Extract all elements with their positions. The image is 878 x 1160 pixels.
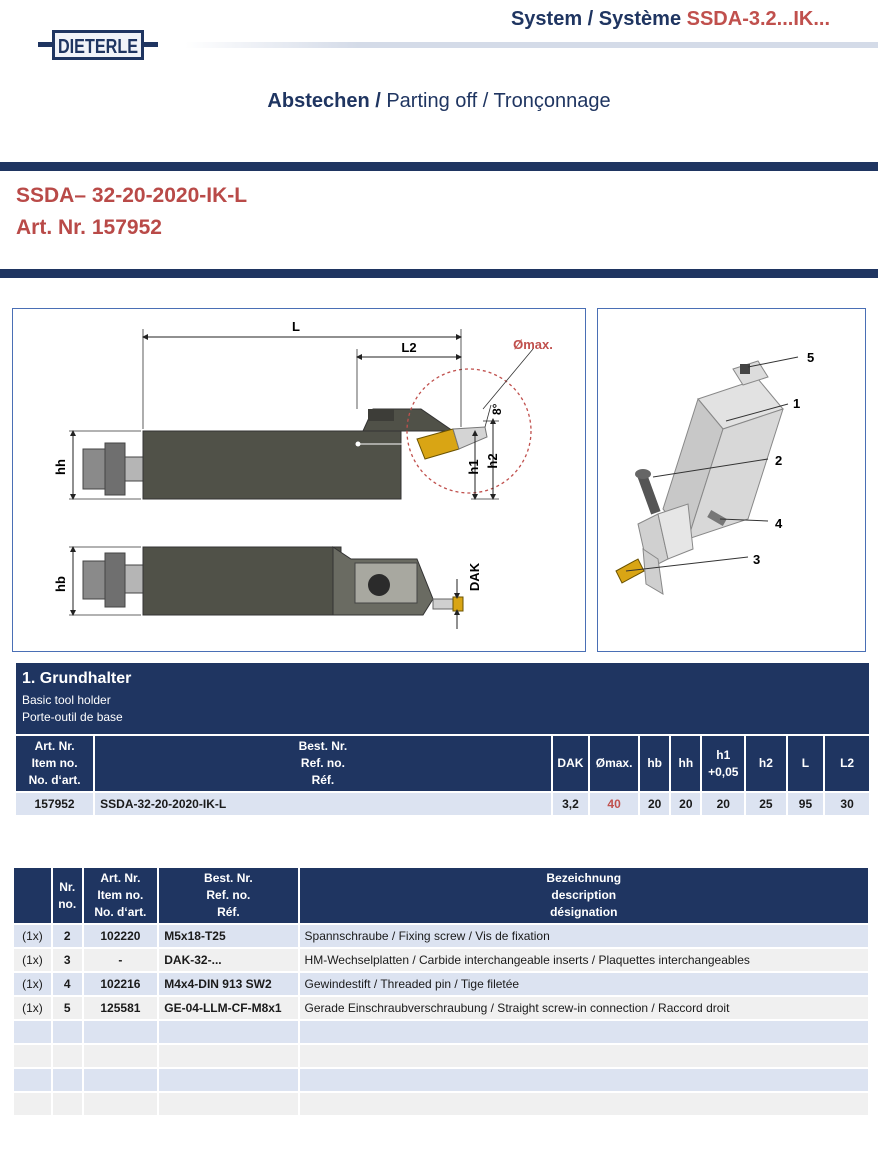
dim-h1: h1 [466,459,481,475]
cell-desc: Gewindestift / Threaded pin / Tige filetée [300,973,868,995]
col-L: L [788,736,823,791]
col-h2: h2 [746,736,786,791]
callout-2: 2 [775,453,783,468]
callout-4: 4 [775,516,783,531]
col-qty [14,868,51,923]
side-view [53,319,553,499]
parts-header-row [14,868,868,923]
cell-nr: 3 [53,949,82,971]
base-holder-header-row [16,736,869,791]
dim-hb: hb [53,576,68,592]
dim-h2: h2 [485,453,500,469]
callout-5: 5 [807,350,815,365]
system-title [511,8,830,31]
cell-ref: M5x18-T25 [159,925,297,947]
cell-art: 102216 [84,973,158,995]
cell-L: 95 [788,793,823,815]
cell-art: - [84,949,158,971]
cell-desc: Gerade Einschraubverschraubung / Straight screw-in connection / Raccord droit [300,997,868,1019]
page-subtitle [0,90,878,113]
cell-dak: 3,2 [553,793,588,815]
technical-drawing [12,308,586,652]
table-row [14,949,868,971]
cell-qty: (1x) [14,973,51,995]
empty-row [14,1045,868,1067]
col-art-nr: Art. Nr. Item no. No. d‘art. [84,868,158,923]
subtitle-bold: Abstechen / [267,90,381,112]
base-holder-sub-en: Basic tool holder [22,693,111,707]
brand-text: DIETERLE [58,36,138,58]
dim-angle: 8° [490,403,504,415]
dim-hh: hh [53,459,68,475]
callout-3: 3 [753,552,761,567]
cell-h1: 20 [702,793,744,815]
col-h1: h1 +0,05 [702,736,744,791]
cell-desc: Spannschraube / Fixing screw / Vis de fixation [300,925,868,947]
header-divider [185,42,878,48]
cell-ref: GE-04-LLM-CF-M8x1 [159,997,297,1019]
col-best-nr: Best. Nr. Ref. no. Réf. [95,736,551,791]
cell-art: 125581 [84,997,158,1019]
cell-ref: DAK-32-... [159,949,297,971]
cell-hb: 20 [640,793,669,815]
top-view [53,547,482,629]
base-holder-header [16,663,869,734]
product-code: SSDA– 32-20-2020-IK-L [16,184,248,207]
table-row [16,793,869,815]
system-code: SSDA-3.2...IK... [686,8,830,30]
base-holder-sub-fr: Porte-outil de base [22,710,123,724]
cell-best: SSDA-32-20-2020-IK-L [95,793,551,815]
base-holder-title: 1. Grundhalter [22,670,132,687]
table-row [14,925,868,947]
bottom-band [0,269,878,278]
cell-qty: (1x) [14,925,51,947]
dim-dmax: Ømax. [513,337,553,352]
col-nr: Nr. no. [53,868,82,923]
exploded-view [597,308,866,652]
empty-row [14,1069,868,1091]
col-dmax: Ømax. [590,736,638,791]
col-description: Bezeichnung description désignation [300,868,868,923]
col-hh: hh [671,736,700,791]
table-row [14,973,868,995]
cell-L2: 30 [825,793,869,815]
dim-L: L [292,319,300,334]
cell-dmax: 40 [590,793,638,815]
article-number: Art. Nr. 157952 [16,216,162,239]
cell-art: 157952 [16,793,93,815]
cell-nr: 5 [53,997,82,1019]
cell-hh: 20 [671,793,700,815]
parts-table [12,866,870,1117]
empty-row [14,1093,868,1115]
cell-nr: 2 [53,925,82,947]
cell-qty: (1x) [14,949,51,971]
system-prefix: System / Système [510,8,687,30]
col-hb: hb [640,736,669,791]
cell-nr: 4 [53,973,82,995]
empty-row [14,1021,868,1043]
col-art-nr: Art. Nr. Item no. No. d‘art. [16,736,93,791]
dieterle-logo [38,28,158,62]
dim-DAK: DAK [467,562,482,592]
cell-qty: (1x) [14,997,51,1019]
col-best-nr: Best. Nr. Ref. no. Réf. [159,868,297,923]
cell-h2: 25 [746,793,786,815]
top-band [0,162,878,171]
table-row [14,997,868,1019]
cell-desc: HM-Wechselplatten / Carbide interchangeable inserts / Plaquettes interchangeables [300,949,868,971]
subtitle-rest: Parting off / Tronçonnage [380,90,611,112]
col-L2: L2 [825,736,869,791]
callout-1: 1 [793,396,801,411]
dim-L2: L2 [401,340,417,355]
base-holder-table [14,734,871,817]
col-dak: DAK [553,736,588,791]
cell-ref: M4x4-DIN 913 SW2 [159,973,297,995]
cell-art: 102220 [84,925,158,947]
